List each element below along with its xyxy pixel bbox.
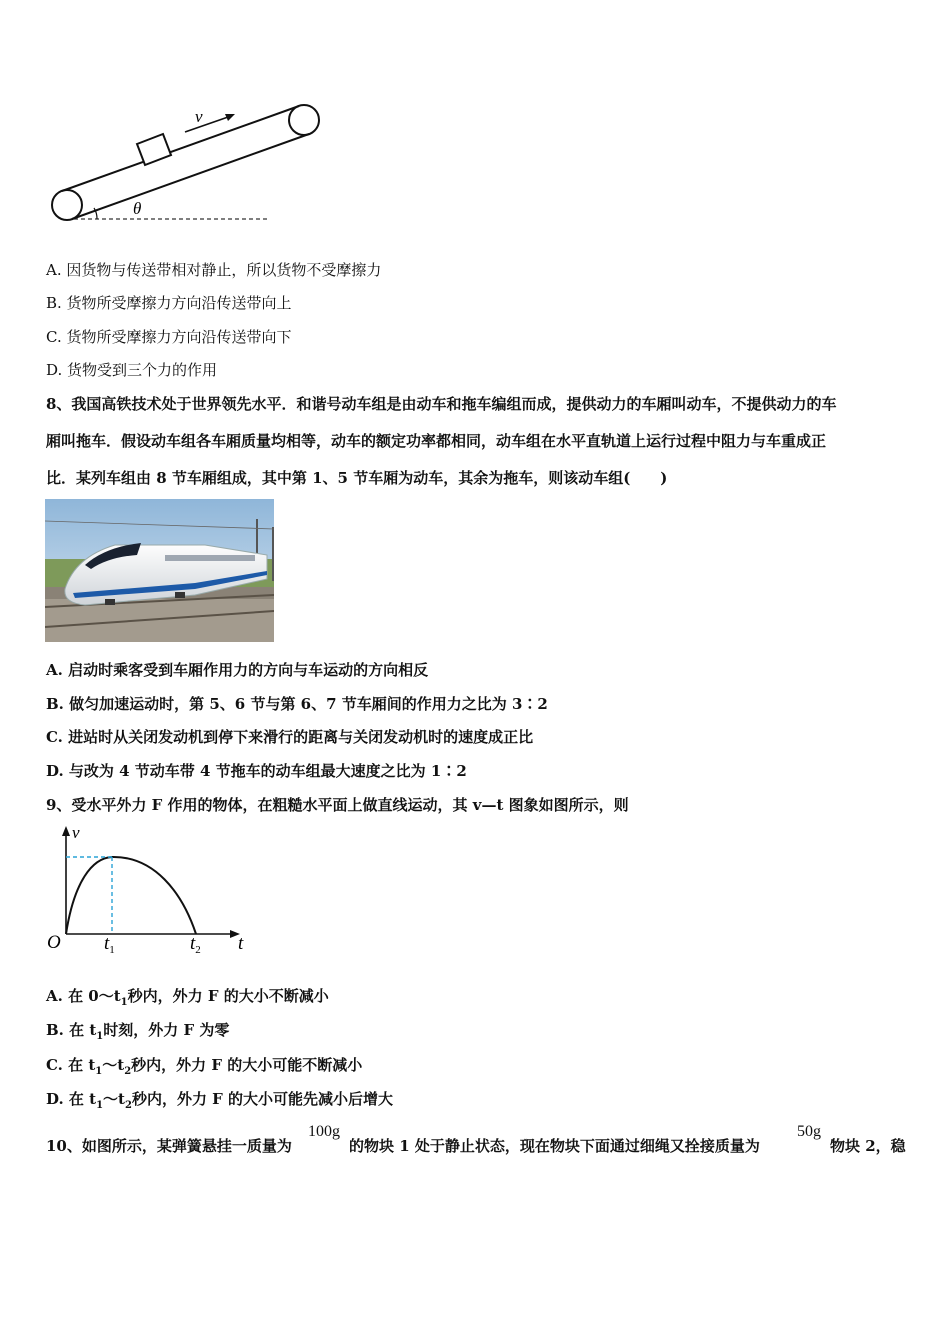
t-axis-label: t	[238, 933, 244, 954]
q8-stem-line-2: 厢叫拖车．假设动车组各车厢质量均相等，动车的额定功率都相同，动车组在水平直轨道上运行过程中阻力与车重成正	[46, 432, 827, 450]
t1-label: $t_1$	[104, 933, 115, 954]
q9-option-b: B. 在 $t_1$时刻，外力 F 为零	[46, 1021, 230, 1042]
vt-graph	[44, 822, 259, 954]
train-photo	[45, 499, 274, 642]
q8-stem-line-1: 8、我国高铁技术处于世界领先水平．和谐号动车组是由动车和拖车编组而成，提供动力的车厢叫动车，不提供动力的车	[46, 395, 837, 413]
lower-pulley	[52, 190, 82, 220]
q10-mass-1: 100g	[308, 1123, 340, 1140]
velocity-label: v	[195, 107, 203, 126]
q10-part-2: 的物块 1 处于静止状态，现在物块下面通过细绳又拴接质量为	[349, 1137, 760, 1155]
q10-part-1: 10、如图所示，某弹簧悬挂一质量为	[46, 1137, 292, 1155]
q8-option-b: B. 做匀加速运动时，第 5、6 节与第 6、7 节车厢间的作用力之比为 3∶2	[46, 695, 548, 713]
q8-option-a: A. 启动时乘客受到车厢作用力的方向与车运动的方向相反	[46, 661, 429, 679]
v-axis-label: v	[72, 823, 80, 842]
q9-stem: 9、受水平外力 F 作用的物体，在粗糙水平面上做直线运动，其 v—t 图象如图所示，则	[46, 796, 629, 814]
q7-option-a: A. 因货物与传送带相对静止，所以货物不受摩擦力	[46, 261, 382, 279]
v-axis-arrowhead	[62, 826, 70, 836]
q9-option-d: D. 在 $t_1\sim t_2$秒内，外力 F 的大小可能先减小后增大	[46, 1090, 394, 1111]
q8-option-d: D. 与改为 4 节动车带 4 节拖车的动车组最大速度之比为 1∶2	[46, 762, 467, 780]
q7-option-d: D. 货物受到三个力的作用	[46, 361, 218, 379]
q8-stem-line-3: 比．某列车组由 8 节车厢组成，其中第 1、5 节车厢为动车，其余为拖车，则该动车组( )	[46, 469, 668, 487]
origin-label: O	[47, 932, 61, 953]
velocity-arrow	[185, 116, 231, 132]
cargo-block	[137, 134, 171, 165]
belt-top	[62, 106, 299, 191]
upper-pulley	[289, 105, 319, 135]
vt-curve	[66, 857, 196, 934]
conveyor-belt-figure	[45, 98, 330, 226]
q7-option-b: B. 货物所受摩擦力方向沿传送带向上	[46, 294, 292, 312]
belt-bottom	[72, 134, 309, 219]
velocity-arrowhead	[225, 114, 235, 121]
q7-option-c: C. 货物所受摩擦力方向沿传送带向下	[46, 328, 292, 346]
q9-option-a: A. 在 $0\sim t_1$秒内，外力 F 的大小不断减小	[46, 987, 329, 1008]
q9-option-c: C. 在 $t_1\sim t_2$秒内，外力 F 的大小可能不断减小	[46, 1056, 363, 1077]
q10-part-3: 物块 2，稳	[830, 1137, 906, 1155]
theta-label: θ	[133, 199, 142, 218]
t2-label: $t_2$	[190, 933, 201, 954]
q8-option-c: C. 进站时从关闭发动机到停下来滑行的距离与关闭发动机时的速度成正比	[46, 728, 534, 746]
q10-mass-2: 50g	[797, 1123, 821, 1140]
